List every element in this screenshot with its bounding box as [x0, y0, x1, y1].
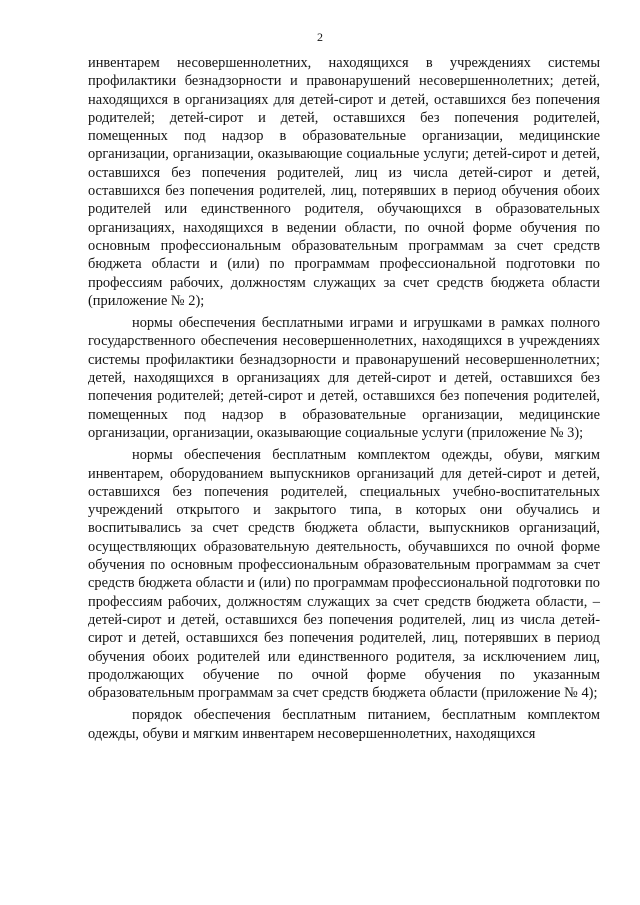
paragraph-graduates-clothing-norms: нормы обеспечения бесплатным комплектом одежды, обуви, мягким инвентарем, оборудованием выпускников организаций для детей-сирот и детей, оставшихся без попечения родителей, специальных учебно-воспитательных учреждений открытого и закрытого типа, в которых они обучались и воспитывались за счет средств бюджета области, выпускников организаций, осуществляющих образовательную деятельность, обучавшихся по очной форме обучения по основным профессиональным образовательным программам за счет средств бюджета области и (или) по программам профессиональной подготовки по профессиям рабочих, должностям служащих за счет средств бюджета области, – детей-сирот и детей, оставшихся без попечения родителей, лиц из числа детей-сирот и детей, оставшихся без попечения родителей, лиц, потерявших в период обучения обоих родителей или единственного родителя, за исключением лиц, продолжающих обучение по очной форме обучения по указанным образовательным программам за счет средств бюджета области (приложение № 4);	[88, 447, 600, 702]
paragraph-free-meals-procedure: порядок обеспечения бесплатным питанием, бесплатным комплектом одежды, обуви и мягким инвентарем несовершеннолетних, находящихся	[88, 707, 600, 742]
page-number: 2	[317, 30, 323, 44]
paragraph-games-and-toys-norms: нормы обеспечения бесплатными играми и игрушками в рамках полного государственного обеспечения несовершеннолетних, находящихся в учреждениях системы профилактики безнадзорности и правонарушений несовершеннолетних; детей, находящихся в организациях для детей-сирот и детей, оставшихся без попечения родителей; детей-сирот и детей, оставшихся без попечения родителей, помещенных под надзор в образовательные организации, медицинские организации, организации, оказывающие социальные услуги (приложение № 3);	[88, 315, 600, 441]
document-body	[88, 54, 600, 747]
paragraph-continuation: инвентарем несовершеннолетних, находящихся в учреждениях системы профилактики безнадзорности и правонарушений несовершеннолетних; детей, находящихся в организациях для детей-сирот и детей, оставшихся без попечения родителей; детей-сирот и детей, оставшихся без попечения родителей, помещенных под надзор в образовательные организации, медицинские организации, организации, оказывающие социальные услуги; детей-сирот и детей, оставшихся без попечения родителей, лиц из числа детей-сирот и детей, оставшихся без попечения родителей, лиц, потерявших в период обучения обоих родителей или единственного родителя, обучающихся в образовательных организациях, находящихся в ведении области, по очной форме обучения по основным профессиональным образовательным программам за счет средств бюджета области и (или) по программам профессиональной подготовки по профессиям рабочих, должностям служащих за счет средств бюджета области (приложение № 2);	[88, 55, 600, 309]
